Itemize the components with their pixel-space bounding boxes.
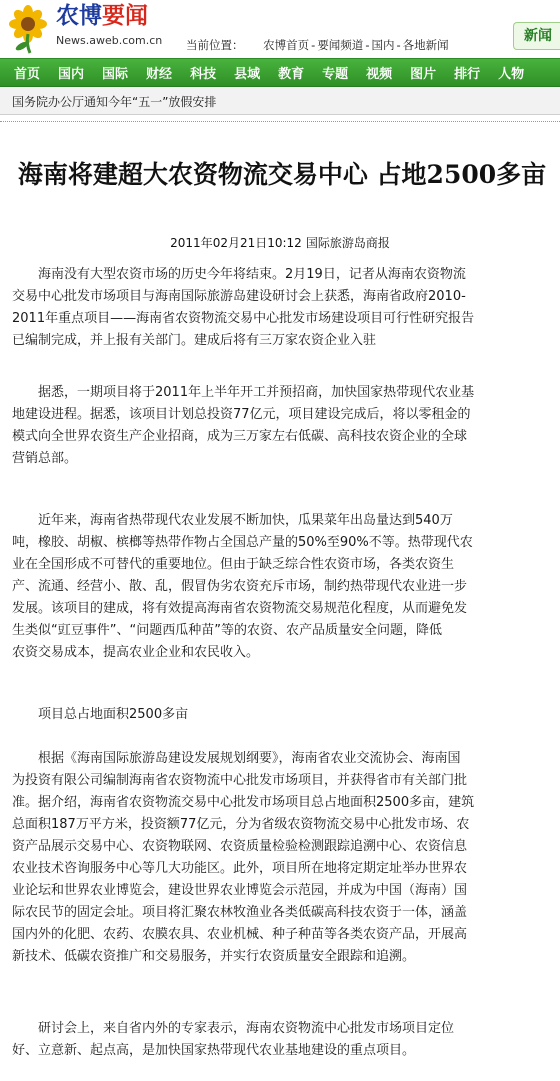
paragraph-line: 吨，橡胶、胡椒、槟榔等热带作物占全国总产量的50%至90%不等。热带现代农	[12, 535, 473, 550]
paragraph-line: 营销总部。	[12, 451, 78, 466]
nav-item-international[interactable]: 国际	[102, 67, 129, 82]
main-nav	[0, 58, 560, 87]
paragraph-line: 海南没有大型农资市场的历史今年将结束。2月19日，记者从海南农资物流	[12, 267, 466, 282]
paragraph-line: 为投资有限公司编制海南省农资物流中心批发市场项目，并获得省市有关部门批	[12, 773, 468, 788]
paragraph-line: 发展。该项目的建成，将有效提高海南省农资物流交易规范化程度，从而避免发	[12, 601, 468, 616]
article-subheading	[12, 704, 552, 726]
paragraph-line: 农资交易成本，提高农业企业和农民收入。	[12, 645, 260, 660]
paragraph-line: 交易中心批发市场项目与海南国际旅游岛建设研讨会上获悉，海南省政府2010-	[12, 289, 466, 304]
paragraph-line: 新技术、低碳农资推广和交易服务，并实行农资质量安全跟踪和追溯。	[12, 949, 416, 964]
article-paragraph	[12, 748, 552, 968]
article-date: 2011年02月21日10:12	[170, 236, 302, 250]
paragraph-line: 业论坛和世界农业博览会，建设世界农业博览会示范园，并成为中国（海南）国	[12, 883, 468, 898]
nav-item-people[interactable]: 人物	[498, 67, 525, 82]
paragraph-line: 根据《海南国际旅游岛建设发展规划纲要》，海南省农业交流协会、海南国	[12, 751, 461, 766]
nav-item-topics[interactable]: 专题	[322, 67, 349, 82]
paragraph-line: 资产品展示交易中心、农资物联网、农资质量检验检测跟踪追溯中心、农资信息	[12, 839, 468, 854]
news-badge[interactable]: 新闻	[513, 22, 560, 50]
nav-item-technology[interactable]: 科技	[190, 67, 217, 82]
paragraph-line: 近年来，海南省热带现代农业发展不断加快，瓜果菜年出岛量达到540万	[12, 513, 453, 528]
breadcrumb-home[interactable]: 农博首页	[263, 38, 310, 52]
paragraph-line: 农业技术咨询服务中心等几大功能区。此外，项目所在地将定期定址举办世界农	[12, 861, 468, 876]
headline-ticker	[0, 87, 560, 115]
nav-item-home[interactable]: 首页	[14, 67, 41, 82]
logo-url: News.aweb.com.cn	[56, 34, 163, 47]
nav-item-ranking[interactable]: 排行	[454, 67, 481, 82]
article-paragraph	[12, 382, 552, 470]
paragraph-line: 地建设进程。据悉，该项目计划总投资77亿元，项目建设完成后，将以零租金的	[12, 407, 471, 422]
paragraph-line: 际农民节的固定会址。项目将汇聚农林牧渔业各类低碳高科技农资于一体，涵盖	[12, 905, 468, 920]
article-paragraph	[12, 510, 552, 664]
headline-link[interactable]: 国务院办公厅通知今年“五一”放假安排	[12, 95, 217, 109]
paragraph-line: 已编制完成，并上报有关部门。建成后将有三万家农资企业入驻	[12, 333, 377, 348]
sunflower-logo-icon[interactable]	[4, 4, 54, 54]
breadcrumb-separator: -	[396, 38, 401, 52]
paragraph-line: 模式向全世界农资生产企业招商，成为三万家左右低碳、高科技农资企业的全球	[12, 429, 468, 444]
paragraph-line: 产、流通、经营小、散、乱，假冒伪劣农资充斥市场，制约热带现代农业进一步	[12, 579, 468, 594]
logo-section: 要闻	[102, 2, 148, 29]
article-meta	[0, 234, 560, 251]
location-label: 当前位置：	[186, 38, 244, 52]
paragraph-line: 国内外的化肥、农药、农膜农具、农业机械、种子种苗等各类农资产品，开展高	[12, 927, 468, 942]
site-header	[0, 0, 560, 58]
nav-item-education[interactable]: 教育	[278, 67, 305, 82]
breadcrumb-domestic[interactable]: 国内	[371, 38, 395, 52]
nav-item-domestic[interactable]: 国内	[58, 67, 85, 82]
paragraph-line: 业在全国形成不可替代的重要地位。但由于缺乏综合性农资市场，各类农资生	[12, 557, 455, 572]
paragraph-line: 研讨会上，来自省内外的专家表示，海南农资物流中心批发市场项目定位	[12, 1021, 455, 1036]
divider	[0, 121, 560, 122]
article-paragraph	[12, 1018, 552, 1062]
breadcrumb-separator: -	[311, 38, 316, 52]
paragraph-line: 据悉，一期项目将于2011年上半年开工并预招商，加快国家热带现代农业基	[12, 385, 475, 400]
article-source: 国际旅游岛商报	[305, 236, 390, 250]
paragraph-line: 好、立意新、起点高，是加快国家热带现代农业基地建设的重点项目。	[12, 1043, 416, 1058]
breadcrumb-local-news[interactable]: 各地新闻	[402, 38, 449, 52]
paragraph-line: 生类似“豇豆事件”、“问题西瓜种苗”等的农资、农产品质量安全问题，降低	[12, 623, 442, 638]
paragraph-line: 项目总占地面积2500多亩	[12, 707, 189, 722]
breadcrumb-news-channel[interactable]: 要闻频道	[317, 38, 364, 52]
article-paragraph	[12, 264, 552, 352]
nav-item-video[interactable]: 视频	[366, 67, 393, 82]
logo-name: 农博	[56, 2, 102, 29]
article-title: 海南将建超大农资物流交易中心 占地2500多亩	[17, 160, 547, 189]
nav-item-pictures[interactable]: 图片	[410, 67, 437, 82]
breadcrumb	[186, 37, 449, 53]
nav-item-county[interactable]: 县域	[234, 67, 261, 82]
paragraph-line: 准。据介绍，海南省农资物流交易中心批发市场项目总占地面积2500多亩，建筑	[12, 795, 475, 810]
paragraph-line: 总面积187万平方米，投资额77亿元，分为省级农资物流交易中心批发市场、农	[12, 817, 470, 832]
paragraph-line: 2011年重点项目——海南省农资物流交易中心批发市场建设项目可行性研究报告	[12, 311, 475, 326]
breadcrumb-separator: -	[365, 38, 370, 52]
nav-item-finance[interactable]: 财经	[146, 67, 173, 82]
site-logo-title[interactable]	[56, 3, 148, 29]
